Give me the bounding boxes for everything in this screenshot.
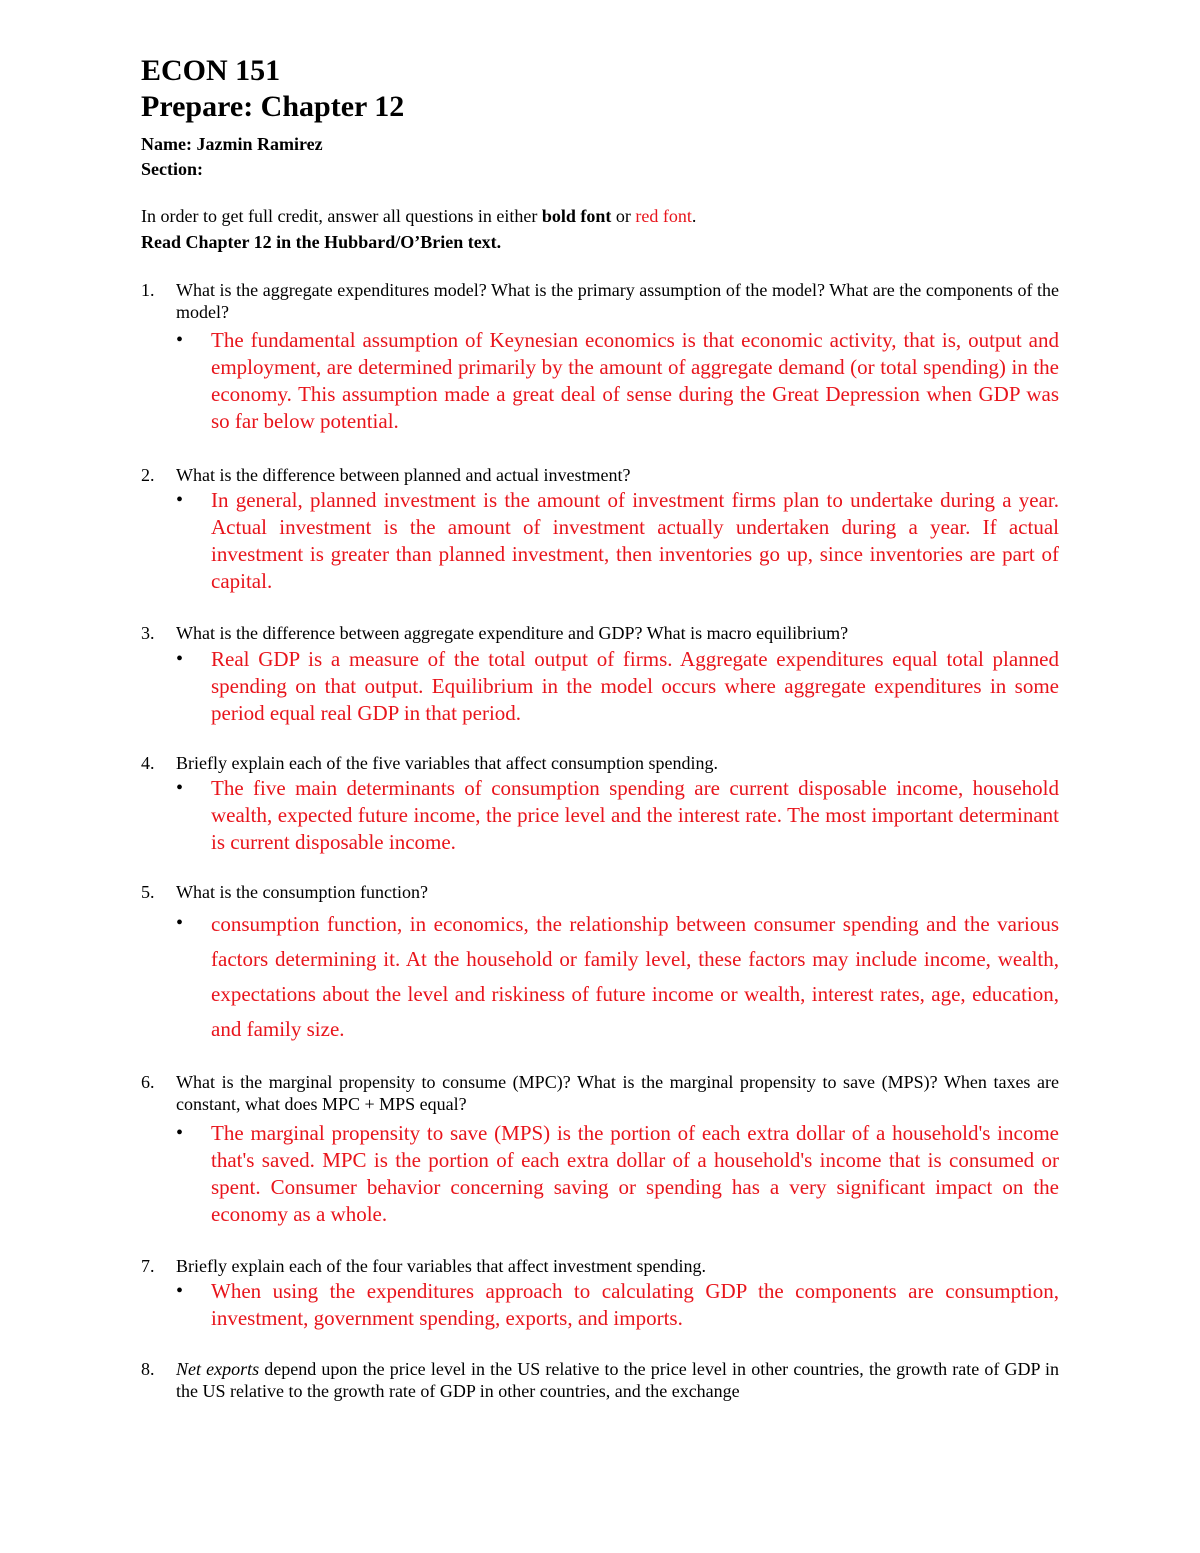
- bullet-icon: •: [176, 1122, 184, 1144]
- question-text: What is the aggregate expenditures model? What is the primary assumption of the model? What are the components of the model?: [176, 280, 1059, 322]
- question-text: [176, 1358, 1059, 1402]
- instructions-middle: or: [611, 206, 636, 226]
- net-exports-term: Net exports: [176, 1359, 260, 1379]
- answer-text: The marginal propensity to save (MPS) is the portion of each extra dollar of a household's income that's saved. MPC is the portion of each extra dollar of a household's income that is consumed or spent. Consumer behavior concerning saving or spending has a very significant impact on the economy as a whole.: [211, 1121, 1059, 1226]
- question-2: [141, 464, 1059, 486]
- question-number: 7.: [141, 1256, 155, 1276]
- question-text: What is the marginal propensity to consume (MPC)? What is the marginal propensity to save (MPS)? When taxes are constant, what does MPC + MPS equal?: [176, 1072, 1059, 1114]
- question-text: Briefly explain each of the five variables that affect consumption spending.: [176, 753, 718, 773]
- instructions-suffix: .: [691, 206, 697, 226]
- answer-text: The five main determinants of consumption spending are current disposable income, household wealth, expected future income, the price level and the interest rate. The most important determinant is current disposable income.: [211, 776, 1059, 854]
- question-3: [141, 622, 1059, 644]
- question-number: 5.: [141, 882, 155, 902]
- question-5: [141, 881, 1059, 903]
- question-number: 1.: [141, 280, 155, 300]
- question-number: 6.: [141, 1072, 155, 1092]
- question-6: [141, 1071, 1059, 1115]
- answer-6: [176, 1120, 1059, 1228]
- answer-4: [176, 775, 1059, 856]
- question-1: [141, 279, 1059, 323]
- question-text-rest: depend upon the price level in the US relative to the price level in other countries, the growth rate of GDP in the US relative to the growth rate of GDP in other countries, and the exchange: [176, 1359, 1059, 1401]
- student-name: Name: Jazmin Ramirez: [141, 134, 323, 154]
- answer-5: [176, 907, 1059, 1047]
- bullet-icon: •: [176, 648, 184, 670]
- instructions-bold-font: bold font: [541, 206, 612, 226]
- answer-2: [176, 487, 1059, 595]
- bullet-icon: •: [176, 1280, 184, 1302]
- question-number: 2.: [141, 465, 155, 485]
- answer-3: [176, 646, 1059, 727]
- section-label: Section:: [141, 159, 203, 179]
- question-8: [141, 1358, 1059, 1402]
- bullet-icon: •: [176, 912, 184, 934]
- question-text: Briefly explain each of the four variables that affect investment spending.: [176, 1256, 706, 1276]
- answer-text: When using the expenditures approach to calculating GDP the components are consumption, investment, government spending, exports, and imports.: [211, 1279, 1059, 1330]
- answer-text: consumption function, in economics, the relationship between consumer spending and the various factors determining it. At the household or family level, these factors may include income, wealth, expectations about the level and riskiness of future income or wealth, interest rates, age, education, and family size.: [211, 912, 1059, 1041]
- question-number: 8.: [141, 1359, 155, 1379]
- question-number: 3.: [141, 623, 155, 643]
- answer-text: Real GDP is a measure of the total output of firms. Aggregate expenditures equal total planned spending on that output. Equilibrium in the model occurs where aggregate expenditures in some period equal real GDP in that period.: [211, 647, 1059, 725]
- question-4: [141, 752, 1059, 774]
- answer-1: [176, 327, 1059, 435]
- answer-text: The fundamental assumption of Keynesian economics is that economic activity, that is, output and employment, are determined primarily by the amount of aggregate demand (or total spending) in the economy. This assumption made a great deal of sense during the Great Depression when GDP was so far below potential.: [211, 328, 1059, 433]
- bullet-icon: •: [176, 777, 184, 799]
- course-title: ECON 151: [141, 54, 281, 87]
- bullet-icon: •: [176, 329, 184, 351]
- question-text: What is the consumption function?: [176, 882, 428, 902]
- instructions-line: [141, 205, 696, 227]
- reading-assignment: Read Chapter 12 in the Hubbard/O’Brien text.: [141, 232, 502, 252]
- question-text: What is the difference between planned and actual investment?: [176, 465, 631, 485]
- answer-text: In general, planned investment is the amount of investment firms plan to undertake during a year. Actual investment is the amount of investment actually undertaken during a year. If actual investment is greater than planned investment, then inventories go up, since inventories are part of capital.: [211, 488, 1059, 593]
- bullet-icon: •: [176, 489, 184, 511]
- instructions-red-font: red font: [635, 206, 692, 226]
- question-text: What is the difference between aggregate expenditure and GDP? What is macro equilibrium?: [176, 623, 849, 643]
- question-7: [141, 1255, 1059, 1277]
- chapter-title: Prepare: Chapter 12: [141, 90, 405, 123]
- question-number: 4.: [141, 753, 155, 773]
- instructions-prefix: In order to get full credit, answer all questions in either: [141, 206, 542, 226]
- answer-7: [176, 1278, 1059, 1332]
